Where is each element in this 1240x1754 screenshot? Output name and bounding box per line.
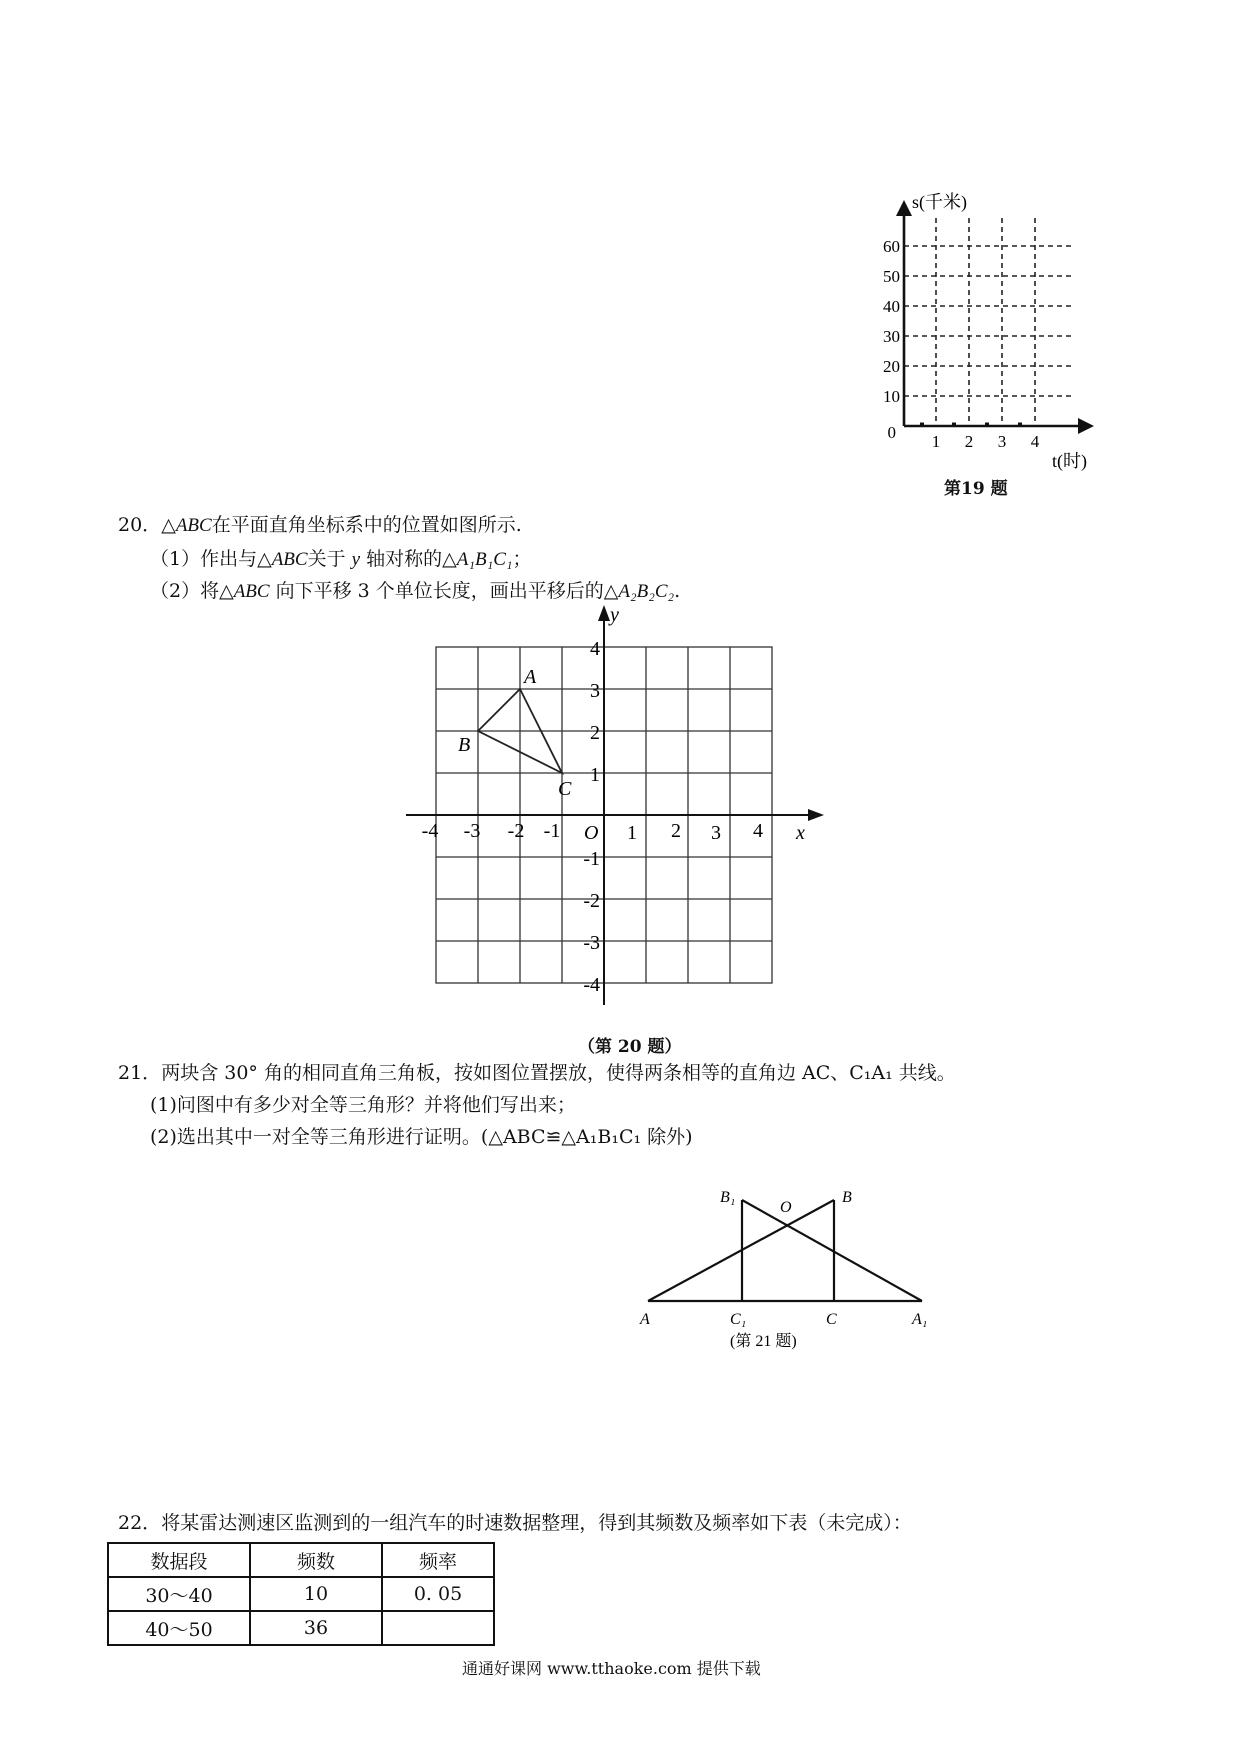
- x-axis-label: x: [796, 822, 805, 844]
- x-tick-label: 1: [931, 432, 941, 451]
- table-header: 数据段: [108, 1543, 250, 1577]
- x-tick-label: 2: [671, 820, 681, 842]
- point-a1-label: A₁: [912, 1311, 928, 1328]
- x-tick-label: 3: [711, 822, 721, 844]
- point-c1-label: C₁: [730, 1311, 747, 1328]
- table-cell: 36: [250, 1611, 382, 1645]
- table-row: [108, 1577, 494, 1611]
- q20-stem-text: 在平面直角坐标系中的位置如图所示.: [211, 514, 522, 536]
- part-text: （1）作出与△: [150, 548, 272, 570]
- part-text: 关于: [307, 548, 346, 570]
- q19-graph: [860, 190, 1120, 490]
- x-tick-label: 2: [964, 432, 974, 451]
- point-a-label: A: [524, 666, 537, 688]
- x-tick-label: 4: [1030, 432, 1040, 451]
- table-header: 频数: [250, 1543, 382, 1577]
- triangle-symbol: △: [161, 514, 176, 536]
- y-tick-label: -4: [583, 974, 600, 996]
- x-tick-label: -4: [421, 820, 439, 842]
- q20-part1: [150, 548, 531, 572]
- y-axis-label: y: [610, 605, 619, 626]
- q20-stem: [118, 514, 522, 538]
- q19-caption: 第19 题: [944, 479, 1008, 499]
- y-axis-arrow: [598, 605, 610, 621]
- triangle-name: A₂B₂C₂: [618, 581, 675, 602]
- x-axis-label: t(时): [1052, 451, 1087, 471]
- y-tick-label: -3: [583, 932, 600, 954]
- y-tick-label: 20: [883, 357, 900, 376]
- q21-number: 21．: [118, 1062, 162, 1084]
- y-tick-label: 3: [590, 680, 600, 702]
- point-c-label: C: [558, 778, 572, 800]
- point-a-label: A: [640, 1311, 650, 1328]
- table-cell: 30～40: [108, 1577, 250, 1611]
- q21-part1: (1)问图中有多少对全等三角形？并将他们写出来；: [150, 1094, 576, 1116]
- y-tick-label: 4: [590, 638, 600, 660]
- table-cell: 10: [250, 1577, 382, 1611]
- x-tick-label: 3: [997, 432, 1007, 451]
- q22-stem-text: 将某雷达测速区监测到的一组汽车的时速数据整理，得到其频数及频率如下表（未完成）：: [161, 1512, 912, 1534]
- y-tick-label: 30: [883, 327, 900, 346]
- part-text: （2）将△: [150, 580, 234, 602]
- q21-figure: [630, 1186, 950, 1366]
- y-tick-label: -1: [583, 848, 600, 870]
- table-row: [108, 1611, 494, 1645]
- q20-part2: [150, 580, 680, 604]
- y-tick-label: -2: [583, 890, 600, 912]
- q21-stem-text: 两块含 30° 角的相同直角三角板，按如图位置摆放，使得两条相等的直角边 AC、C₁A₁ 共线。: [161, 1062, 956, 1084]
- part-text: .: [674, 580, 681, 602]
- part-text: ；: [512, 548, 532, 570]
- q21-caption: (第 21 题): [730, 1333, 797, 1350]
- frequency-table: [107, 1542, 495, 1646]
- triangle-name: ABC: [175, 515, 212, 536]
- table-cell: 40～50: [108, 1611, 250, 1645]
- y-tick-label: 50: [883, 267, 900, 286]
- page-footer: 通通好课网 www.tthaoke.com 提供下载: [462, 1659, 761, 1678]
- table-header: 频率: [382, 1543, 494, 1577]
- y-tick-label: 10: [883, 387, 900, 406]
- point-b1-label: B₁: [720, 1189, 736, 1206]
- q22-number: 22．: [118, 1512, 162, 1534]
- y-axis-arrow: [896, 200, 912, 216]
- point-c-label: C: [826, 1311, 837, 1328]
- origin-label: O: [584, 822, 599, 844]
- q21-part2: (2)选出其中一对全等三角形进行证明。(△ABC≌△A₁B₁C₁ 除外): [150, 1126, 693, 1148]
- part-text: 轴对称的△: [366, 548, 457, 570]
- point-o-label: O: [780, 1199, 792, 1216]
- q22-stem: [118, 1512, 912, 1535]
- y-tick-label: 40: [883, 297, 900, 316]
- table-header-row: [108, 1543, 494, 1577]
- q20-number: 20．: [118, 514, 162, 536]
- table-cell: [382, 1611, 494, 1645]
- x-tick-label: -1: [543, 820, 561, 842]
- table-cell: 0. 05: [382, 1577, 494, 1611]
- x-tick-label: -3: [463, 820, 481, 842]
- x-axis-arrow: [808, 809, 824, 821]
- x-axis-arrow: [1078, 418, 1094, 434]
- q20-caption: （第 20 题）: [578, 1037, 682, 1057]
- axis-name: y: [351, 549, 361, 570]
- y-tick-label: 1: [590, 764, 600, 786]
- triangle-name: A₁B₁C₁: [456, 549, 513, 570]
- q20-coordinate-grid: [400, 605, 840, 1015]
- y-tick-label: 60: [883, 237, 900, 256]
- origin-label: 0: [887, 423, 896, 442]
- x-tick-label: 4: [753, 820, 763, 842]
- point-b-label: B: [458, 734, 471, 756]
- triangle-name: ABC: [271, 549, 308, 570]
- triangle-name: ABC: [233, 581, 270, 602]
- q21-stem: [118, 1062, 956, 1085]
- part-text: 向下平移 3 个单位长度，画出平移后的△: [275, 580, 619, 602]
- x-tick-label: 1: [627, 822, 637, 844]
- y-axis-label: s(千米): [912, 192, 967, 212]
- y-tick-label: 2: [590, 722, 600, 744]
- segment-b1a1: [742, 1200, 922, 1301]
- x-tick-label: -2: [507, 820, 525, 842]
- point-b-label: B: [842, 1189, 852, 1206]
